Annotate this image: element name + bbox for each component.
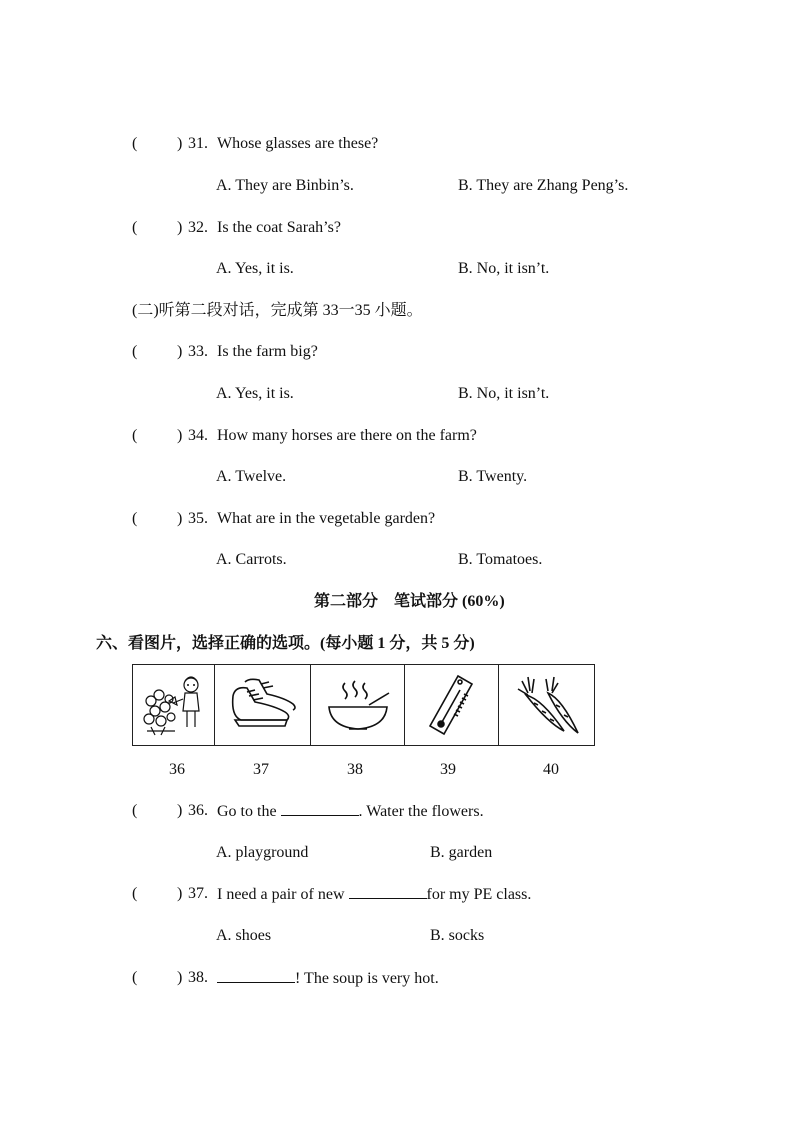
picture-label-37: 37 — [253, 761, 269, 778]
question-text-pre: Go to the — [217, 803, 277, 820]
option-a: A. playground — [216, 844, 309, 861]
option-b: B. Twenty. — [458, 468, 528, 485]
question-number: 33. — [188, 343, 208, 360]
answer-paren-open: ( — [132, 219, 138, 236]
picture-cell-38 — [311, 665, 406, 745]
question-number: 36. — [188, 802, 208, 819]
question-number: 32. — [188, 219, 208, 236]
question-number: 37. — [188, 885, 208, 902]
sneakers-icon — [225, 676, 299, 734]
picture-cell-37 — [215, 665, 311, 745]
option-b: B. No, it isn’t. — [458, 385, 550, 402]
picture-cell-39 — [405, 665, 499, 745]
question-number: 35. — [188, 510, 208, 527]
picture-label-40: 40 — [543, 761, 559, 778]
option-a: A. They are Binbin’s. — [216, 177, 354, 194]
fill-blank[interactable] — [281, 801, 359, 816]
question-text: What are in the vegetable garden? — [217, 510, 436, 527]
option-b: B. garden — [430, 844, 493, 861]
answer-paren-open: ( — [132, 343, 138, 360]
option-b: B. socks — [430, 927, 485, 944]
question-text-post: ! The soup is very hot. — [295, 970, 439, 987]
sub-section-header: (二)听第二段对话，完成第 33一35 小题。 — [132, 302, 423, 319]
carrots-icon — [512, 673, 582, 737]
option-a: A. shoes — [216, 927, 272, 944]
answer-paren-close: ) — [177, 343, 183, 360]
picture-cell-36 — [133, 665, 215, 745]
question-text: Whose glasses are these? — [217, 135, 379, 152]
answer-paren-close: ) — [177, 135, 183, 152]
fill-blank[interactable] — [349, 884, 427, 899]
thermometer-icon — [422, 672, 482, 738]
answer-paren-open: ( — [132, 885, 138, 902]
option-a: A. Yes, it is. — [216, 385, 294, 402]
question-text — [217, 884, 531, 905]
part-title: 第二部分 笔试部分 (60%) — [314, 593, 505, 610]
option-b: B. Tomatoes. — [458, 551, 543, 568]
answer-paren-open: ( — [132, 510, 138, 527]
girl-watering-flowers-icon — [141, 671, 205, 739]
option-b: B. They are Zhang Peng’s. — [458, 177, 629, 194]
question-number: 31. — [188, 135, 208, 152]
picture-table — [132, 664, 595, 746]
answer-paren-close: ) — [177, 427, 183, 444]
answer-paren-open: ( — [132, 135, 138, 152]
answer-paren-close: ) — [177, 510, 183, 527]
picture-label-36: 36 — [169, 761, 185, 778]
question-text: How many horses are there on the farm? — [217, 427, 477, 444]
picture-label-38: 38 — [347, 761, 363, 778]
question-text-pre: I need a pair of new — [217, 886, 345, 903]
answer-paren-close: ) — [177, 969, 183, 986]
option-a: A. Twelve. — [216, 468, 287, 485]
question-text-post: . Water the flowers. — [358, 803, 484, 820]
option-a: A. Carrots. — [216, 551, 287, 568]
section-6-title: 六、看图片，选择正确的选项。(每小题 1 分，共 5 分) — [96, 635, 475, 652]
question-number: 34. — [188, 427, 208, 444]
question-text: Is the farm big? — [217, 343, 318, 360]
hot-soup-bowl-icon — [323, 677, 393, 733]
answer-paren-open: ( — [132, 969, 138, 986]
picture-cell-40 — [499, 665, 594, 745]
answer-paren-close: ) — [177, 219, 183, 236]
option-a: A. Yes, it is. — [216, 260, 294, 277]
question-text-post: for my PE class. — [426, 886, 532, 903]
answer-paren-open: ( — [132, 802, 138, 819]
question-text — [217, 968, 439, 989]
answer-paren-open: ( — [132, 427, 138, 444]
answer-paren-close: ) — [177, 802, 183, 819]
fill-blank[interactable] — [217, 968, 295, 983]
question-text: Is the coat Sarah’s? — [217, 219, 341, 236]
question-text — [217, 801, 484, 822]
option-b: B. No, it isn’t. — [458, 260, 550, 277]
answer-paren-close: ) — [177, 885, 183, 902]
picture-label-39: 39 — [440, 761, 456, 778]
question-number: 38. — [188, 969, 208, 986]
